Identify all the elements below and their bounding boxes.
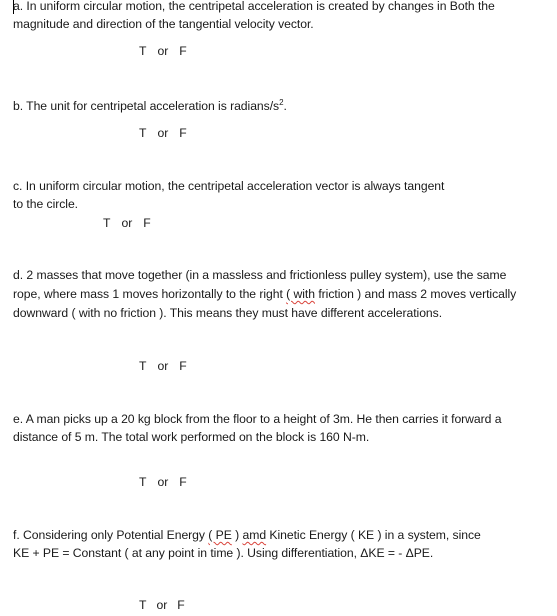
true-option[interactable]: T xyxy=(139,44,147,58)
or-label: or xyxy=(157,359,169,373)
or-label: or xyxy=(121,216,133,230)
false-option[interactable]: F xyxy=(179,359,187,373)
or-label: or xyxy=(157,44,169,58)
false-option[interactable]: F xyxy=(179,126,187,140)
question-a-line-2: magnitude and direction of the tangential velocity vector. xyxy=(13,17,314,31)
period: . xyxy=(283,99,287,113)
exponent: 2 xyxy=(279,97,284,107)
question-b-true-or-false[interactable] xyxy=(139,124,187,142)
question-f-line-2: KE + PE = Constant ( at any point in time ). Using differentiation, ΔKE = - ΔPE. xyxy=(13,546,434,560)
question-d-text: friction ) and mass 2 moves vertically xyxy=(314,287,517,301)
spellcheck-flag: ( PE xyxy=(208,528,232,542)
question-d-true-or-false[interactable] xyxy=(139,357,187,375)
false-option[interactable]: F xyxy=(179,475,187,489)
false-option[interactable]: F xyxy=(179,44,187,58)
question-e-line-2: distance of 5 m. The total work performed on the block is 160 N-m. xyxy=(13,430,370,444)
question-f-true-or-false[interactable] xyxy=(139,596,185,614)
question-c-line-1: c. In uniform circular motion, the centripetal acceleration vector is always tangent xyxy=(13,179,445,193)
question-f-text: Kinetic Energy ( KE ) in a system, since xyxy=(266,528,481,542)
question-f-line-1 xyxy=(13,526,481,544)
or-label: or xyxy=(156,598,168,612)
true-option[interactable]: T xyxy=(103,216,111,230)
question-b-line-1 xyxy=(13,97,287,115)
true-option[interactable]: T xyxy=(139,359,147,373)
spellcheck-flag: ( with xyxy=(286,287,315,301)
spellcheck-flag: amd xyxy=(242,528,267,542)
false-option[interactable]: F xyxy=(143,216,151,230)
or-label: or xyxy=(157,126,169,140)
true-option[interactable]: T xyxy=(139,475,147,489)
or-label: or xyxy=(157,475,169,489)
question-c-true-or-false[interactable] xyxy=(103,214,151,232)
question-f-text: ) xyxy=(231,528,243,542)
question-a-line-1: a. In uniform circular motion, the centripetal acceleration is created by changes in Both the xyxy=(13,0,495,13)
question-e-line-1: e. A man picks up a 20 kg block from the floor to a height of 3m. He then carries it forward a xyxy=(13,412,502,426)
true-option[interactable]: T xyxy=(139,598,147,612)
question-e-true-or-false[interactable] xyxy=(139,473,187,491)
question-d-line-3: downward ( with no friction ). This means they must have different accelerations. xyxy=(13,306,443,320)
false-option[interactable]: F xyxy=(177,598,185,612)
question-d-line-1: d. 2 masses that move together (in a massless and frictionless pulley system), use the same xyxy=(13,268,507,282)
true-option[interactable]: T xyxy=(139,126,147,140)
question-d-line-2 xyxy=(13,285,516,303)
question-c-line-2: to the circle. xyxy=(13,197,79,211)
question-b-text: b. The unit for centripetal acceleration is radians/s xyxy=(13,99,280,113)
question-f-text: f. Considering only Potential Energy xyxy=(13,528,209,542)
question-d-text: rope, where mass 1 moves horizontally to the right xyxy=(13,287,287,301)
question-a-true-or-false[interactable] xyxy=(139,42,187,60)
